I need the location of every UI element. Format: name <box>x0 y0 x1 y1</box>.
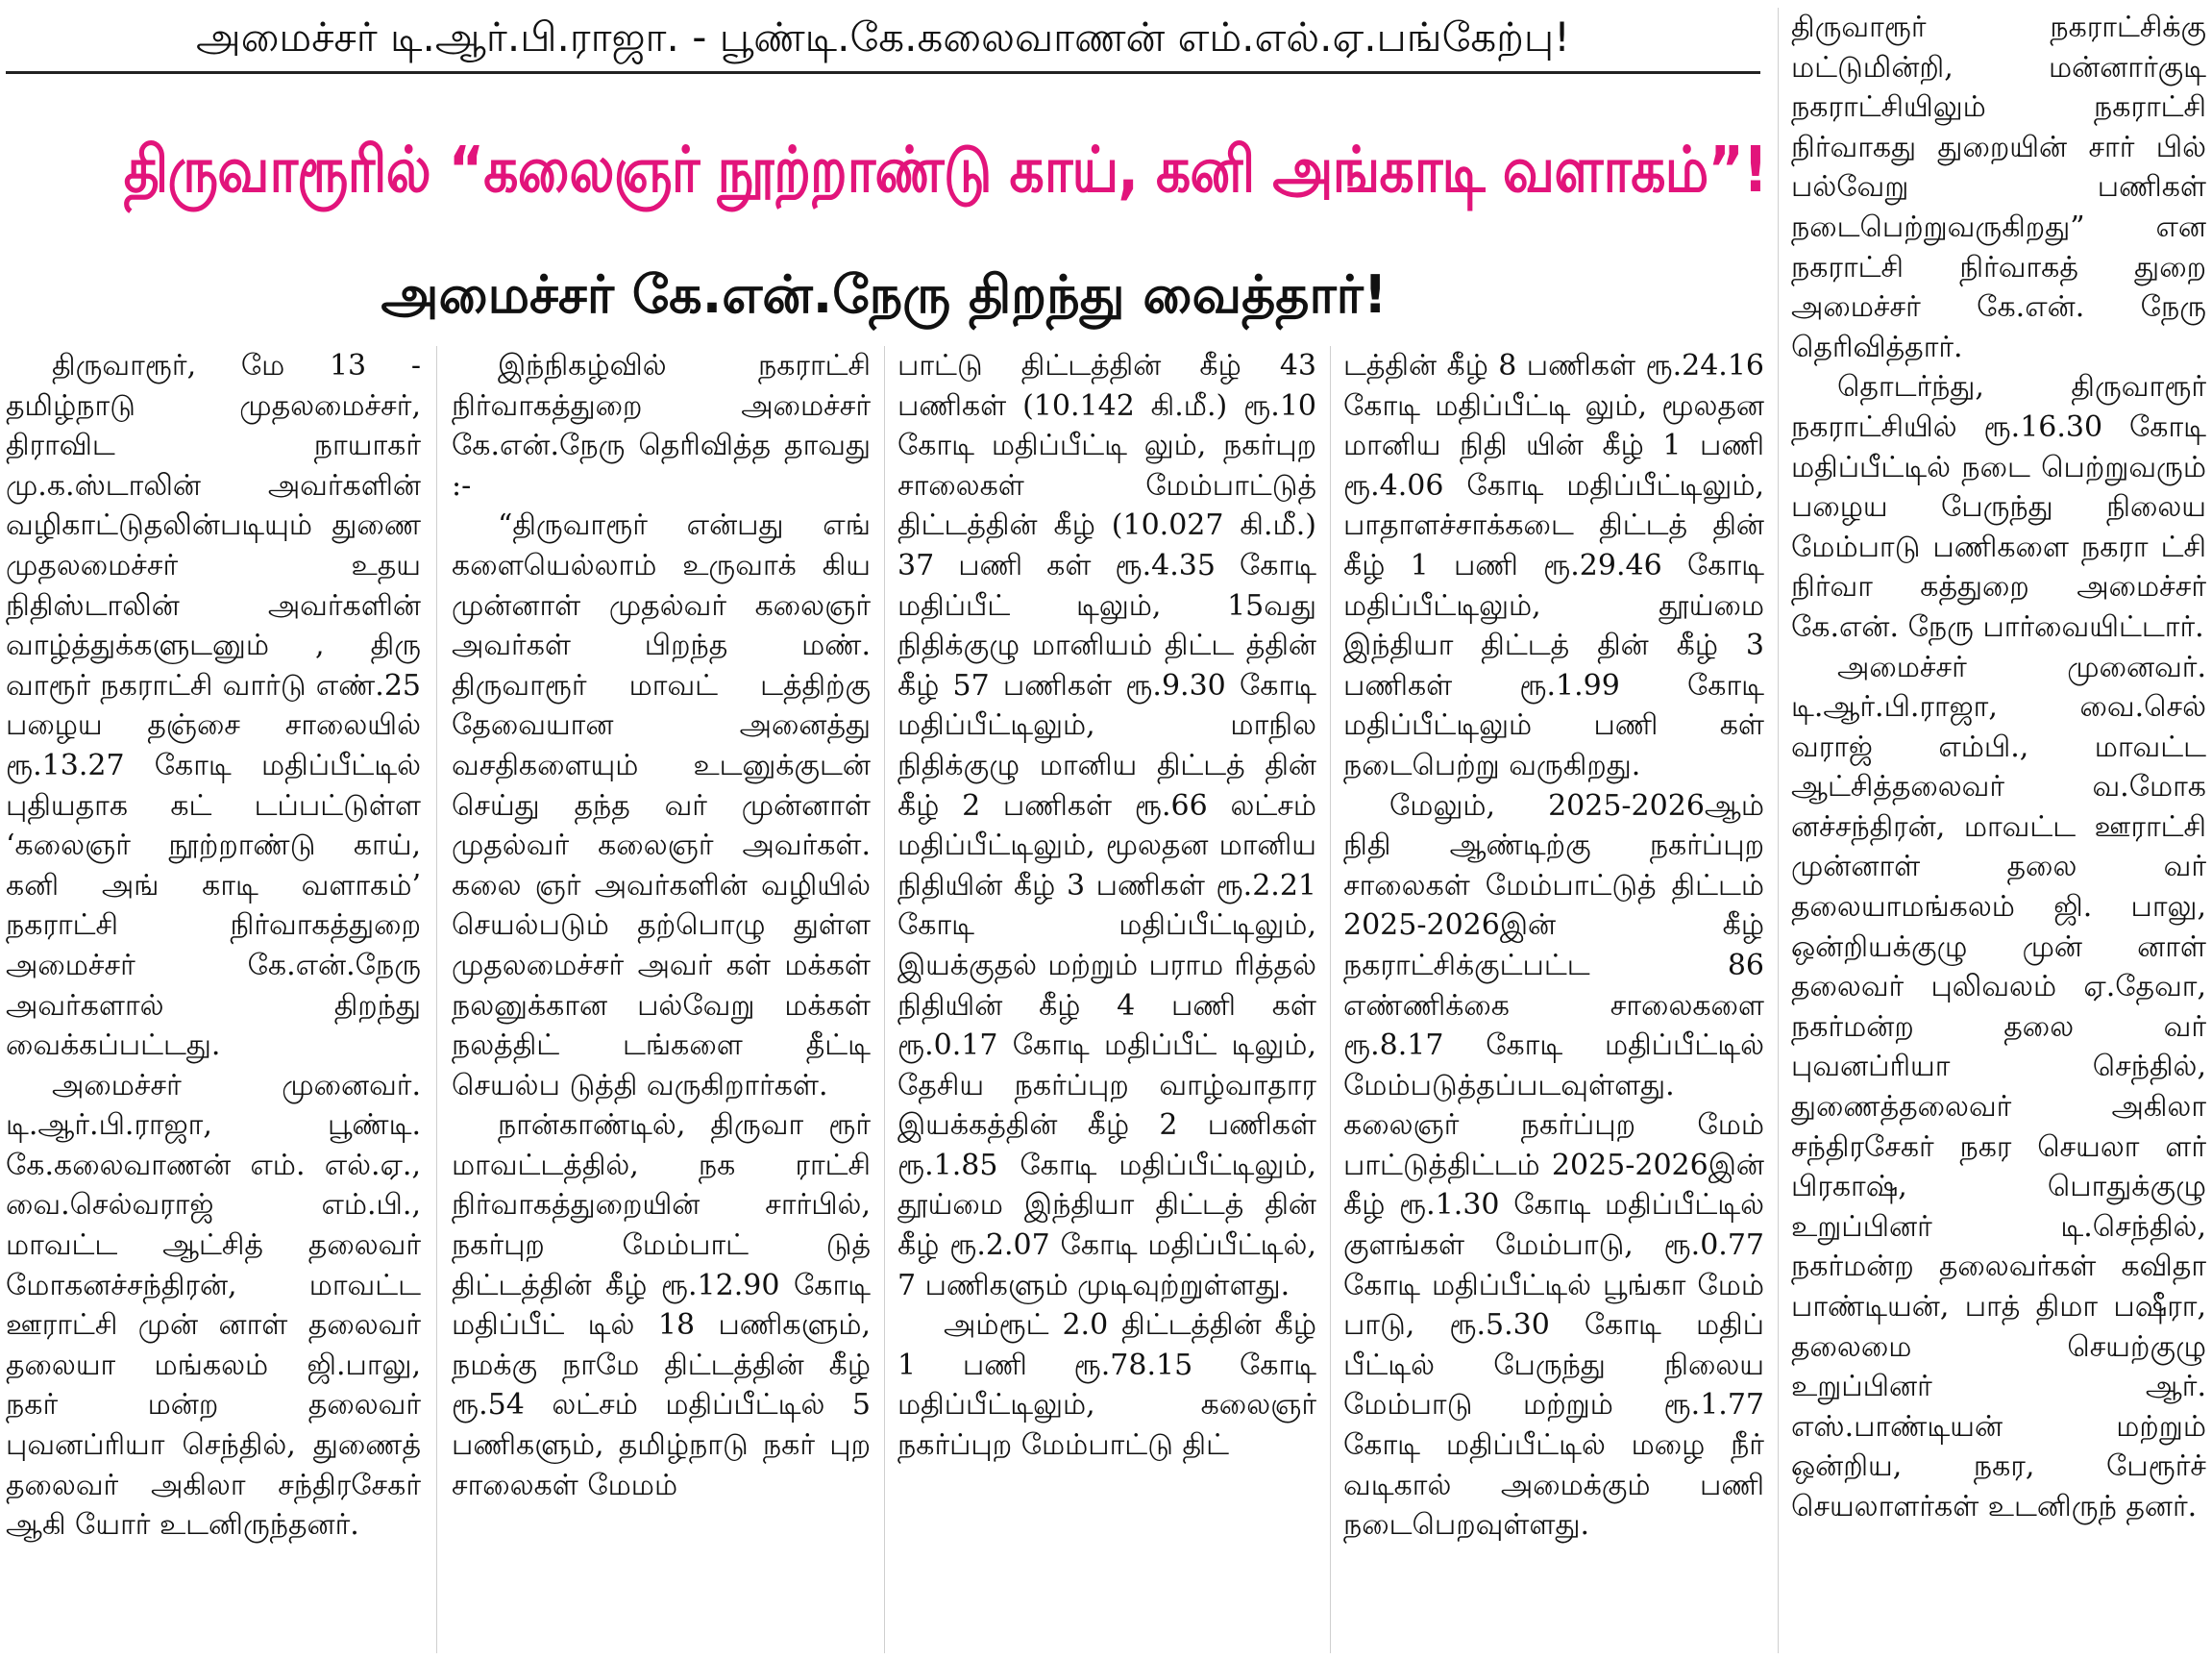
paragraph: அம்ரூட் 2.0 திட்டத்தின் கீழ் 1 பணி ரூ.78.15 கோடி மதிப்பீட்டிலும், கலைஞர் நகர்ப்புற மேம்பாட்டு திட் <box>897 1308 1316 1463</box>
body-column-5 <box>1791 8 2206 1653</box>
body-column-2 <box>452 346 871 1653</box>
paragraph: நான்காண்டில், திருவா ரூர் மாவட்டத்தில், நக ராட்சி நிர்வாகத்துறையின் சார்பில், நகர்புற மேம்பாட் டுத் திட்டத்தின் கீழ் ரூ.12.90 கோடி மதிப்பீட் டில் 18 பணிகளும், நமக்கு நாமே திட்டத்தின் கீழ் ரூ.54 லட்சம் மதிப்பீட்டில் 5 பணிகளும், தமிழ்நாடு நகர் புற சாலைகள் மேமம் <box>452 1108 871 1502</box>
paragraph: திருவாரூர் நகராட்சிக்கு மட்டுமின்றி, மன்னார்குடி நகராட்சியிலும் நகராட்சி நிர்வாகது துறையின் சார் பில் பல்வேறு பணிகள் நடைபெற்றுவருகிறது” என நகராட்சி நிர்வாகத் துறை அமைச்சர் கே.என். நேரு தெரிவித்தார். <box>1791 11 2206 364</box>
paragraph: பாட்டு திட்டத்தின் கீழ் 43 பணிகள் (10.142 கி.மீ.) ரூ.10 கோடி மதிப்பீட்டி லும், நகர்புற சாலைகள் மேம்பாட்டுத் திட்டத்தின் கீழ் (10.027 கி.மீ.) 37 பணி கள் ரூ.4.35 கோடி மதிப்பீட் டிலும், 15வது நிதிக்குழு மானியம் திட்ட த்தின் கீழ் 57 பணிகள் ரூ.9.30 கோடி மதிப்பீட்டிலும், மாநில நிதிக்குழு மானிய திட்டத் தின் கீழ் 2 பணிகள் ரூ.66 லட்சம் மதிப்பீட்டிலும், மூலதன மானிய நிதியின் கீழ் 3 பணிகள் ரூ.2.21 கோடி மதிப்பீட்டிலும், இயக்குதல் மற்றும் பராம ரித்தல் நிதியின் கீழ் 4 பணி கள் ரூ.0.17 கோடி மதிப்பீட் டிலும், தேசிய நகர்ப்புற வாழ்வாதார இயக்கத்தின் கீழ் 2 பணிகள் ரூ.1.85 கோடி மதிப்பீட்டிலும், தூய்மை இந்தியா திட்டத் தின் கீழ் ரூ.2.07 கோடி மதிப்பீட்டில், 7 பணிகளும் முடிவுற்றுள்ளது. <box>897 349 1316 1302</box>
headline: திருவாரூரில் “கலைஞர் நூற்றாண்டு காய், கனி அங்காடி வளாகம்”! <box>123 133 1767 207</box>
kicker-line: அமைச்சர் டி.ஆர்.பி.ராஜா. - பூண்டி.கே.கலைவாணன் எம்.எல்.ஏ.பங்கேற்பு! <box>196 13 1570 61</box>
paragraph: மேலும், 2025-2026ஆம் நிதி ஆண்டிற்கு நகர்ப்புற சாலைகள் மேம்பாட்டுத் திட்டம் 2025-2026இன் கீழ் நகராட்சிக்குட்பட்ட 86 எண்ணிக்கை சாலைகளை ரூ.8.17 கோடி மதிப்பீட்டில் மேம்படுத்தப்படவுள்ளது. கலைஞர் நகர்ப்புற மேம் பாட்டுத்திட்டம் 2025-2026இன் கீழ் ரூ.1.30 கோடி மதிப்பீட்டில் குளங்கள் மேம்பாடு, ரூ.0.77 கோடி மதிப்பீட்டில் பூங்கா மேம் பாடு, ரூ.5.30 கோடி மதிப் பீட்டில் பேருந்து நிலைய மேம்பாடு மற்றும் ரூ.1.77 கோடி மதிப்பீட்டில் மழை நீர் வடிகால் அமைக்கும் பணி நடைபெறவுள்ளது. <box>1343 788 1764 1543</box>
paragraph: “திருவாரூர் என்பது எங் களையெல்லாம் உருவாக் கிய முன்னாள் முதல்வர் கலைஞர் அவர்கள் பிறந்த மண். திருவாரூர் மாவட் டத்திற்கு தேவையான அனைத்து வசதிகளையும் உடனுக்குடன் செய்து தந்த வர் முன்னாள் முதல்வர் கலைஞர் அவர்கள். கலை ஞர் அவர்களின் வழியில் செயல்படும் தற்பொழு துள்ள முதலமைச்சர் அவர் கள் மக்கள் நலனுக்கான பல்வேறு மக்கள் நலத்திட் டங்களை தீட்டி செயல்ப டுத்தி வருகிறார்கள். <box>452 508 871 1102</box>
body-column-3 <box>897 346 1316 1653</box>
body-column-4 <box>1343 346 1764 1653</box>
subheadline: அமைச்சர் கே.என்.நேரு திறந்து வைத்தார்! <box>381 264 1388 325</box>
paragraph: இந்நிகழ்வில் நகராட்சி நிர்வாகத்துறை அமைச்சர் கே.என்.நேரு தெரிவித்த தாவது :- <box>452 349 871 503</box>
paragraph: தொடர்ந்து, திருவாரூர் நகராட்சியில் ரூ.16.30 கோடி மதிப்பீட்டில் நடை பெற்றுவரும் பழைய பேருந்து நிலைய மேம்பாடு பணிகளை நகரா ட்சி நிர்வா கத்துறை அமைச்சர் கே.என். நேரு பார்வையிட்டார். <box>1791 370 2206 644</box>
kicker-underline <box>6 71 1760 74</box>
column-divider <box>884 346 885 1653</box>
paragraph: திருவாரூர், மே 13 - தமிழ்நாடு முதலமைச்சர், திராவிட நாயாகர் மு.க.ஸ்டாலின் அவர்களின் வழிகாட்டுதலின்படியும் துணை முதலமைச்சர் உதய நிதிஸ்டாலின் அவர்களின் வாழ்த்துக்களுடனும் , திரு வாரூர் நகராட்சி வார்டு எண்.25 பழைய தஞ்சை சாலையில் ரூ.13.27 கோடி மதிப்பீட்டில் புதியதாக கட் டப்பட்டுள்ள ‘கலைஞர் நூற்றாண்டு காய், கனி அங் காடி வளாகம்’ நகராட்சி நிர்வாகத்துறை அமைச்சர் கே.என்.நேரு அவர்களால் திறந்து வைக்கப்பட்டது. <box>6 349 421 1063</box>
column-divider <box>436 346 437 1653</box>
column-divider <box>1778 8 1779 1653</box>
body-column-1 <box>6 346 421 1653</box>
paragraph: அமைச்சர் முனைவர். டி.ஆர்.பி.ராஜா, பூண்டி. கே.கலைவாணன் எம். எல்.ஏ., வை.செல்வராஜ் எம்.பி., மாவட்ட ஆட்சித் தலைவர் மோகனச்சந்திரன், மாவட்ட ஊராட்சி முன் னாள் தலைவர் தலையா மங்கலம் ஜி.பாலு, நகர் மன்ற தலைவர் புவனப்ரியா செந்தில், துணைத் தலைவர் அகிலா சந்திரசேகர் ஆகி யோர் உடனிருந்தனர். <box>6 1068 421 1543</box>
paragraph: அமைச்சர் முனைவர். டி.ஆர்.பி.ராஜா, வை.செல் வராஜ் எம்பி., மாவட்ட ஆட்சித்தலைவர் வ.மோக னச்சந்திரன், மாவட்ட ஊராட்சி முன்னாள் தலை வர் தலையாமங்கலம் ஜி. பாலு, ஒன்றியக்குழு முன் னாள் தலைவர் புலிவலம் ஏ.தேவா, நகர்மன்ற தலை வர் புவனப்ரியா செந்தில், துணைத்தலைவர் அகிலா சந்திரசேகர் நகர செயலா ளர் பிரகாஷ், பொதுக்குழு உறுப்பினர் டி.செந்தில், நகர்மன்ற தலைவர்கள் கவிதா பாண்டியன், பாத் திமா பஷீரா, தலைமை செயற்குழு உறுப்பினர் ஆர். எஸ்.பாண்டியன் மற்றும் ஒன்றிய, நகர, பேரூர்ச் செயலாளர்கள் உடனிருந் தனர். <box>1791 650 2206 1523</box>
paragraph: டத்தின் கீழ் 8 பணிகள் ரூ.24.16 கோடி மதிப்பீட்டி லும், மூலதன மானிய நிதி யின் கீழ் 1 பணி ரூ.4.06 கோடி மதிப்பீட்டிலும், பாதாளச்சாக்கடை திட்டத் தின் கீழ் 1 பணி ரூ.29.46 கோடி மதிப்பீட்டிலும், தூய்மை இந்தியா திட்டத் தின் கீழ் 3 பணிகள் ரூ.1.99 கோடி மதிப்பீட்டிலும் பணி கள் நடைபெற்று வருகிறது. <box>1343 349 1764 782</box>
column-divider <box>1330 346 1331 1653</box>
